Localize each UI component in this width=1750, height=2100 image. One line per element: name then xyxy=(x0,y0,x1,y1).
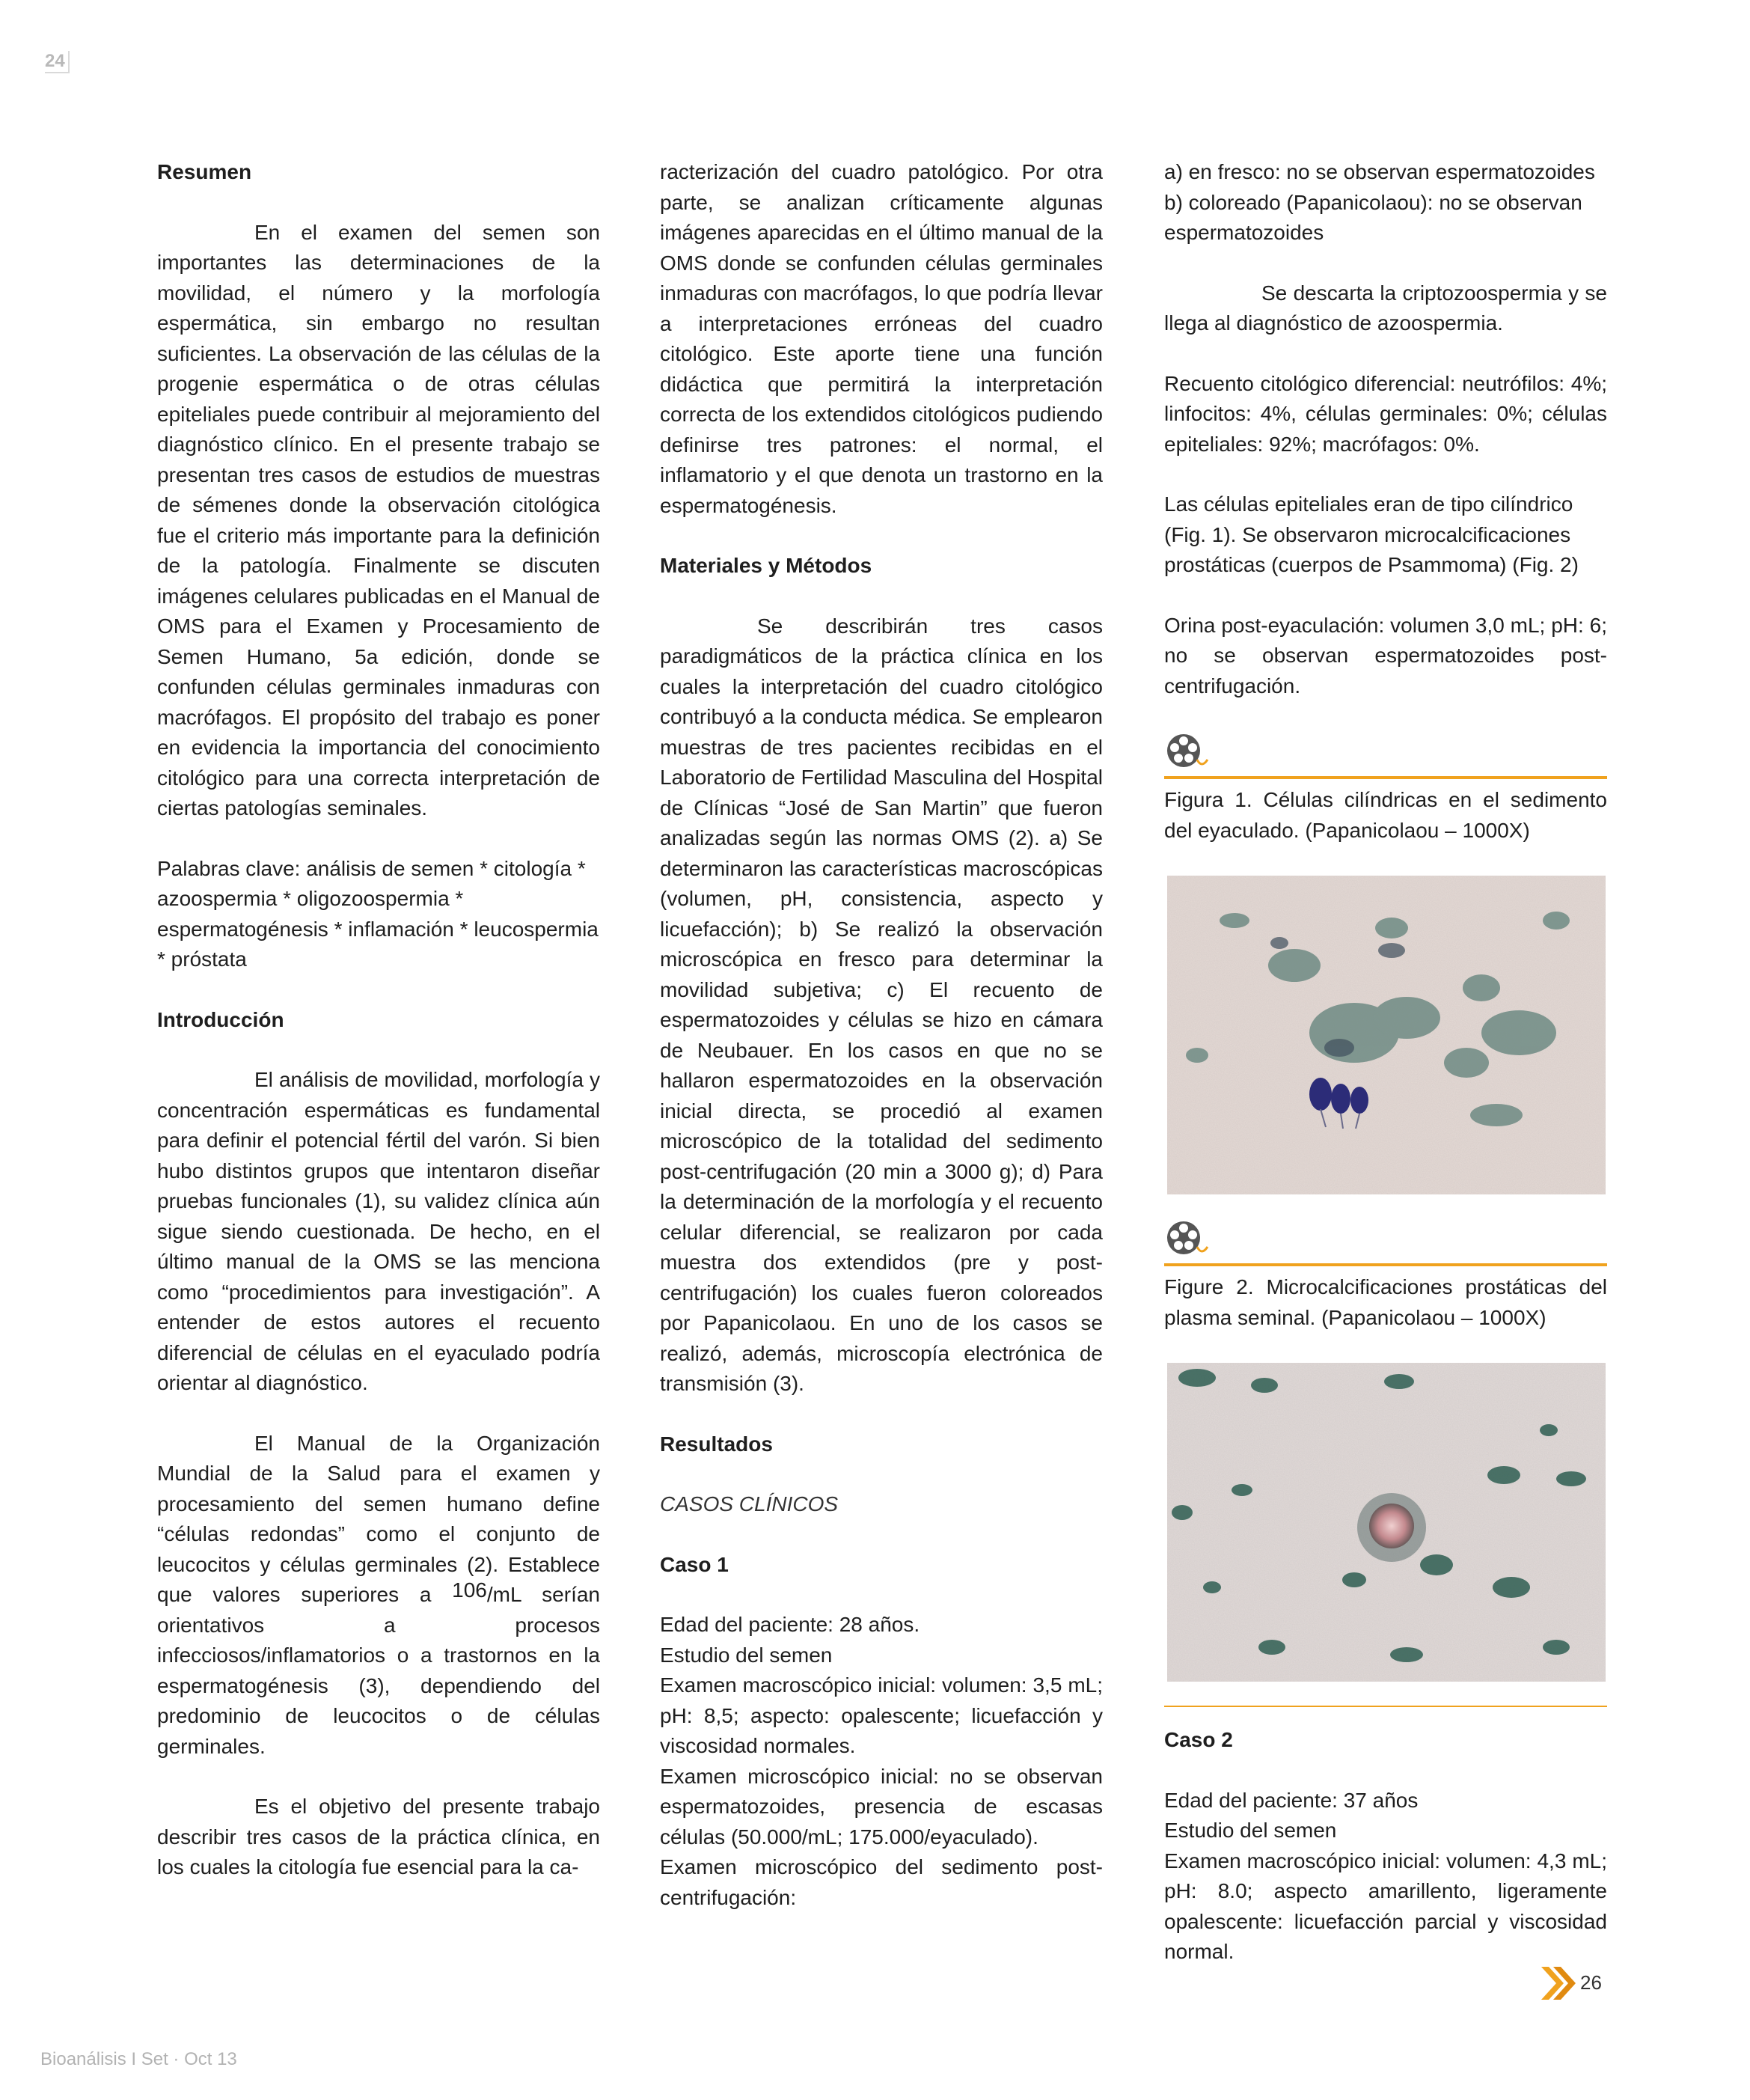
fresh-observation: a) en fresco: no se observan espermatozoides xyxy=(1164,160,1595,183)
figure-1-micrograph xyxy=(1167,876,1606,1194)
section-title-resultados: Resultados xyxy=(660,1432,773,1456)
case-2-study: Estudio del semen xyxy=(1164,1819,1337,1842)
case-1-age: Edad del paciente: 28 años. xyxy=(660,1613,920,1636)
figure-2-caption: Figure 2. Microcalcificaciones prostáticas del plasma seminal. (Papanicolaou – 1000X) xyxy=(1164,1275,1607,1329)
case-1-macro: Examen macroscópico inicial: volumen: 3,5 mL; pH: 8,5; aspecto: opalescente; licuefacción y viscosidad normales. xyxy=(660,1673,1103,1757)
column-right xyxy=(1164,157,1607,1968)
figure-2-top-rule xyxy=(1164,1263,1607,1266)
case-1-sediment: Examen microscópico del sedimento post-centrifugación: xyxy=(660,1855,1103,1909)
footer-journal-issue: Bioanálisis I Set · Oct 13 xyxy=(40,2049,237,2069)
case-1-study: Estudio del semen xyxy=(660,1643,833,1667)
abstract-paragraph: En el examen del semen son importantes las determinaciones de la movilidad, el número y la morfología espermática, sin embargo no resultan suficientes. La observación de las células de la progenie espermática o de otras células epiteliales puede contribuir al mejoramiento del diagnóstico clínico. En el presente trabajo se presentan tres casos de estudios de muestras de sémenes donde la observación citológica fue el criterio más importante para la definición de la patología. Finalmente se discuten imágenes celulares publicadas en el Manual de OMS para el Examen y Procesamiento de Semen Humano, 5a edición, donde se confunden células germinales inmaduras con macrófagos. El propósito del trabajo es poner en evidencia la importancia del conocimiento citológico para una correcta interpretación de ciertas patologías seminales. xyxy=(157,220,600,819)
case-2-title: Caso 2 xyxy=(1164,1728,1233,1751)
figure-1-top-rule xyxy=(1164,776,1607,779)
section-title-materiales-metodos: Materiales y Métodos xyxy=(660,554,872,577)
case-2-macro: Examen macroscópico inicial: volumen: 4,3 mL; pH: 8.0; aspecto amarillento, ligeramente opalescente: licuefacción parcial y viscosidad normal. xyxy=(1164,1849,1607,1963)
case-1-title: Caso 1 xyxy=(660,1552,729,1576)
continuation-paragraph: racterización del cuadro patológico. Por otra parte, se analizan críticamente algunas imágenes aparecidas en el último manual de la OMS donde se confunden células germinales inmaduras con macrófagos, lo que podría llevar a interpretaciones erróneas del cuadro citológico. Este aporte tiene una función didáctica que permitirá la interpretación correcta de los extendidos citológicos pudiendo definirse tres patrones: el normal, el inflamatorio y el que denota un trastorno en la espermatogénesis. xyxy=(660,160,1103,517)
footer-page-number: 26 xyxy=(1580,1971,1602,1994)
section-title-introduccion: Introducción xyxy=(157,1007,284,1031)
subsection-title-casos-clinicos: CASOS CLÍNICOS xyxy=(660,1492,839,1516)
double-chevron-right-icon xyxy=(1540,1965,1577,2001)
column-middle xyxy=(660,157,1103,1913)
intro-paragraph-2-text-a: El Manual de la Organización Mundial de la Salud para el examen y procesamiento del semen humano define “células redondas” como el conjunto de leucocitos y células germinales (2). Establece que valores superiores a xyxy=(157,1431,600,1606)
header-page-number: 24 xyxy=(45,51,70,73)
differential-count-paragraph: Recuento citológico diferencial: neutrófilos: 4%; linfocitos: 4%, células germinales: 0%; células epiteliales: 92%; macrófagos: 0%. xyxy=(1164,371,1607,456)
figure-1-caption: Figura 1. Células cilíndricas en el sedimento del eyaculado. (Papanicolaou – 1000X) xyxy=(1164,788,1607,842)
case-2-age: Edad del paciente: 37 años xyxy=(1164,1788,1419,1812)
section-title-resumen: Resumen xyxy=(157,160,252,183)
intro-paragraph-2 xyxy=(157,1429,600,1762)
figure-2-bottom-rule xyxy=(1164,1706,1607,1707)
keywords-paragraph: Palabras clave: análisis de semen * citología * azoospermia * oligozoospermia * espermatogénesis * inflamación * leucospermia * próstata xyxy=(157,856,599,971)
column-left xyxy=(157,157,600,1913)
exponent-number: 106 xyxy=(452,1578,487,1602)
intro-paragraph-3: Es el objetivo del presente trabajo describir tres casos de la práctica clínica, en los cuales la citología fue esencial para la ca- xyxy=(157,1795,600,1878)
urine-paragraph: Orina post-eyaculación: volumen 3,0 mL; pH: 6; no se observan espermatozoides post-centrifugación. xyxy=(1164,613,1607,698)
stained-observation: b) coloreado (Papanicolaou): no se observan espermatozoides xyxy=(1164,190,1582,244)
figure-2-micrograph xyxy=(1167,1363,1606,1682)
diagnosis-paragraph: Se descarta la criptozoospermia y se llega al diagnóstico de azoospermia. xyxy=(1164,281,1607,335)
methods-paragraph: Se describirán tres casos paradigmáticos de la práctica clínica en los cuales la interpretación del cuadro citológico contribuyó a la conducta médica. Se emplearon muestras de tres pacientes recibidas en el Laboratorio de Fertilidad Masculina del Hospital de Clínicas “José de San Martin” que fueron analizadas según las normas OMS (2). a) Se determinaron las características macroscópicas (volumen, pH, consistencia, aspecto y licuefacción); b) Se realizó la observación microscópica en fresco para determinar la movilidad subjetiva; c) El recuento de espermatozoides y células se hizo en cámara de Neubauer. En los casos en que no se hallaron espermatozoides en la observación inicial directa, se procedió al examen microscópico de la totalidad del sedimento post-centrifugación (20 min a 3000 g); d) Para la determinación de la morfología y el recuento celular diferencial, se realizaron por cada muestra dos extendidos (pre y post- centrifugación) los cuales fueron coloreados por Papanicolaou. En uno de los casos se realizó, además, microscopía electrónica de transmisión (3). xyxy=(660,614,1103,1395)
case-1-micro: Examen microscópico inicial: no se observan espermatozoides, presencia de escasas células (50.000/mL; 175.000/eyaculado). xyxy=(660,1764,1103,1849)
film-reel-icon-2 xyxy=(1164,1218,1209,1260)
intro-paragraph-1: El análisis de movilidad, morfología y concentración espermáticas es fundamental para definir el potencial fértil del varón. Si bien hubo distintos grupos que intentaron diseñar pruebas funcionales (1), su validez clínica aún sigue siendo cuestionada. De hecho, en el último manual de la OMS se las menciona como “procedimientos para investigación”. A entender de estos autores el recuento diferencial de células en el eyaculado podría orientar al diagnóstico. xyxy=(157,1068,600,1394)
film-reel-icon xyxy=(1164,731,1209,773)
epithelial-paragraph: Las células epiteliales eran de tipo cilíndrico (Fig. 1). Se observaron microcalcificaciones prostáticas (cuerpos de Psammoma) (Fig. 2) xyxy=(1164,492,1579,576)
intro-paragraph-2-text-b: /mL serían orientativos a procesos infecciosos/inflamatorios o a trastornos en la espermatogénesis (3), dependiendo del predominio de leucocitos o de células germinales. xyxy=(157,1583,601,1758)
